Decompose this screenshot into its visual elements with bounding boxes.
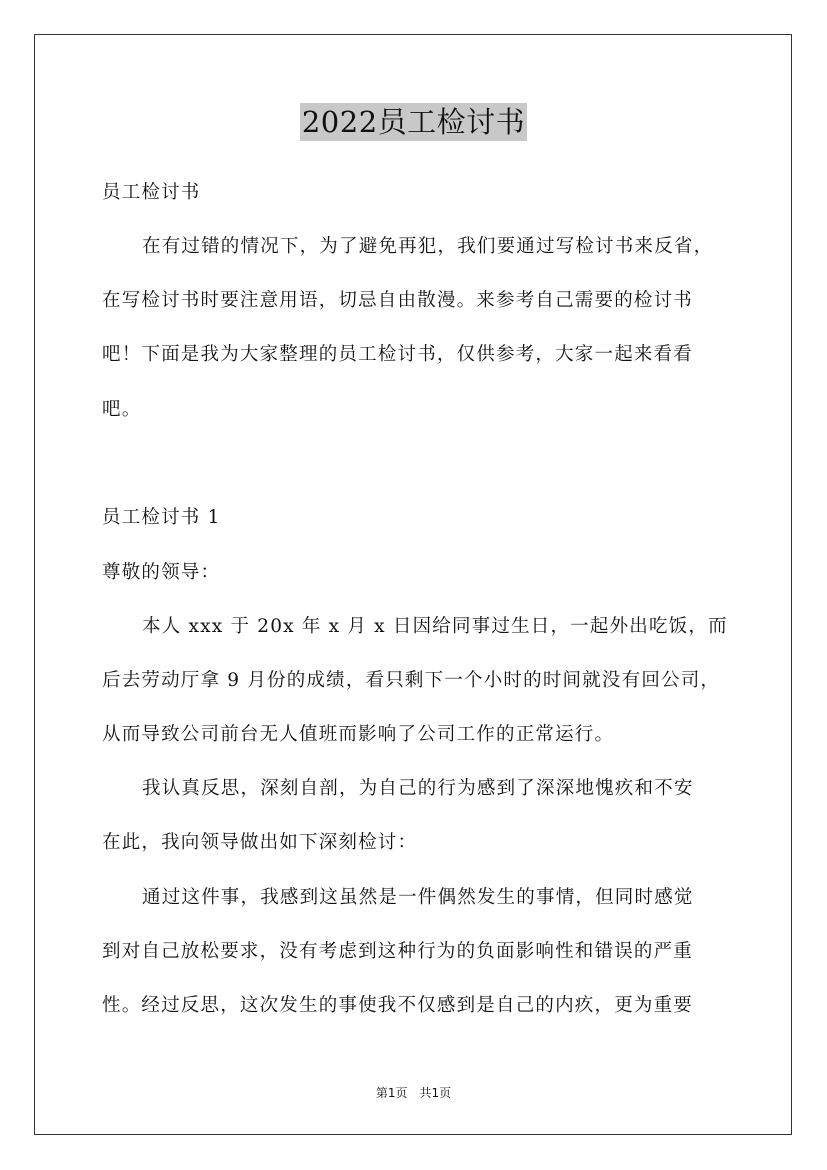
section-heading: 员工检讨书 1	[102, 507, 221, 528]
paragraph-line: 到对自己放松要求，没有考虑到这种行为的负面影响性和错误的严重	[102, 941, 694, 962]
paragraph-line: 后去劳动厅拿 9 月份的成绩，看只剩下一个小时的时间就没有回公司，	[102, 670, 721, 691]
title-container	[0, 103, 827, 141]
document-title: 2022员工检讨书	[301, 105, 526, 139]
page-footer: 第1页 共1页	[375, 1086, 452, 1100]
paragraph-line: 吧。	[102, 399, 142, 420]
section-heading: 员工检讨书	[102, 182, 201, 203]
paragraph-line: 性。经过反思，这次发生的事使我不仅感到是自己的内疚，更为重要	[102, 995, 694, 1016]
paragraph-line: 在此，我向领导做出如下深刻检讨：	[102, 832, 418, 853]
paragraph-line: 通过这件事，我感到这虽然是一件偶然发生的事情，但同时感觉	[142, 887, 694, 908]
paragraph-line: 在有过错的情况下，为了避免再犯，我们要通过写检讨书来反省，	[142, 236, 714, 257]
paragraph-line: 吧！下面是我为大家整理的员工检讨书，仅供参考，大家一起来看看	[102, 344, 694, 365]
paragraph-line: 本人 xxx 于 20x 年 x 月 x 日因给同事过生日，一起外出吃饭，而	[142, 616, 728, 637]
salutation: 尊敬的领导：	[102, 562, 221, 583]
paragraph-line: 我认真反思，深刻自剖，为自己的行为感到了深深地愧疚和不安	[142, 778, 694, 799]
paragraph-line: 在写检讨书时要注意用语，切忌自由散漫。来参考自己需要的检讨书	[102, 290, 694, 311]
paragraph-line: 从而导致公司前台无人值班而影响了公司工作的正常运行。	[102, 724, 615, 745]
